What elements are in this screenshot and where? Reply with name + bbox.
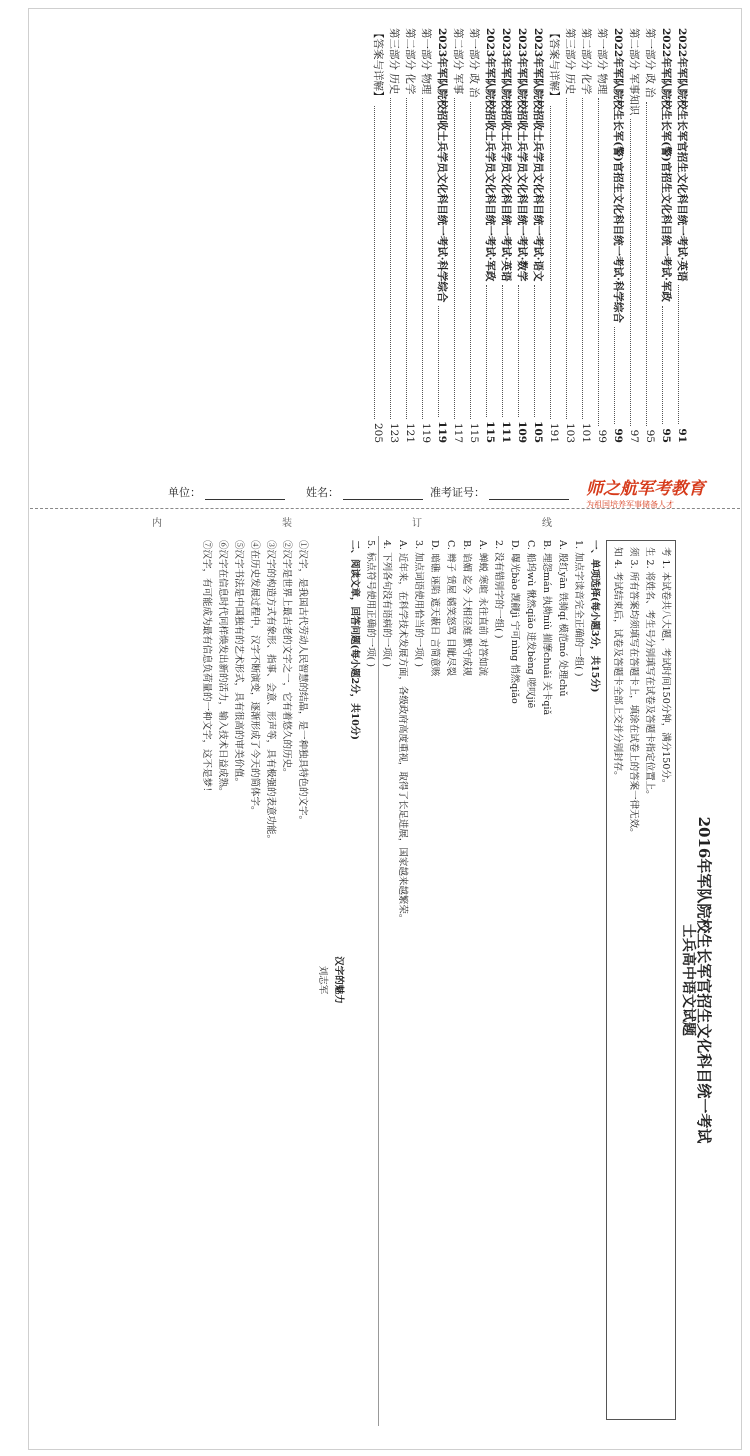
answer-option: B. 埋怨mán 执拗niù 揣摩chuǎi 关卡qiǎ (541, 540, 552, 716)
toc-entry-page: 115 (484, 421, 496, 443)
toc-entry (402, 28, 418, 443)
toc-entry-title: 2023年军队院校招收士兵学员文化科目统一考试·科学综合 (436, 28, 448, 303)
toc-entry (450, 28, 466, 443)
exam-notice (606, 540, 676, 1420)
toc-leader (614, 327, 626, 425)
cut-label-1: 内 (152, 518, 162, 529)
toc-entry-title: 2023年军队院校招收士兵学员文化科目统一考试·军政 (484, 28, 496, 282)
toc-entry-title: 2022年军队院校生长军(警)官招生文化科目统一考试·科学综合 (612, 28, 624, 323)
name-field[interactable]: 姓名： (306, 484, 423, 500)
cut-line (30, 508, 740, 509)
toc-entry (578, 28, 594, 443)
column-divider (378, 536, 379, 1426)
ticket-number-field[interactable]: 准考证号： (430, 484, 569, 500)
toc-entry-page: 105 (532, 421, 544, 443)
toc-entry (498, 28, 514, 443)
toc-entry (642, 28, 658, 443)
toc-entry (514, 28, 530, 443)
toc-entry (594, 28, 610, 443)
toc-entry-title: 第二部分 军事知识 (628, 28, 640, 116)
article-paragraph: ⑤汉字书法是中国独有的艺术形式，具有很高的审美价值。 (233, 540, 244, 788)
exam-column-left (198, 540, 362, 1420)
toc-leader (534, 285, 546, 417)
toc-entry (386, 28, 402, 443)
toc-leader (390, 98, 402, 419)
toc-entry-page: 99 (596, 429, 608, 443)
article-author: 刘志军 (317, 965, 328, 995)
toc-entry (434, 28, 450, 443)
article-paragraph: ①汉字，是我国古代劳动人民智慧的结晶，是一种独具特色的文字。 (297, 540, 308, 826)
answer-option: D. 暗礁 诬陷 遮天蔽日 言简意赅 (429, 540, 440, 677)
toc-entry-page: 97 (628, 429, 640, 443)
toc-leader (662, 306, 674, 425)
toc-entry-page: 95 (660, 428, 672, 443)
toc-leader (406, 98, 418, 419)
toc-leader (550, 106, 562, 419)
article-paragraph: ②汉字是世界上最古老的文字之一，它有着悠久的历史。 (281, 540, 292, 778)
toc-entry (530, 28, 546, 443)
toc-entry-title: 第三部分 历史 (564, 28, 576, 95)
toc-entry (546, 28, 562, 443)
toc-entry-title: 第二部分 军事 (452, 28, 464, 95)
toc-entry (626, 28, 642, 443)
toc-leader (454, 98, 466, 419)
toc-entry-page: 109 (516, 421, 528, 443)
exam-title: 2016年军队院校生长军官招生文化科目统一考试 (695, 816, 713, 1144)
cut-label-4: 线 (542, 518, 552, 529)
toc-entry-title: 第一部分 物理 (596, 28, 608, 95)
toc-leader (502, 285, 514, 417)
toc-entry (418, 28, 434, 443)
cut-label-2: 装 (282, 518, 292, 529)
toc-entry (562, 28, 578, 443)
notice-line: 知 4. 考试结束后，试卷及答题卡全部上交并分别封存。 (612, 547, 623, 781)
article-paragraph: ⑦汉字，有可能成为最有信息负荷量的一种文字，这不是梦！ (201, 540, 212, 797)
toc-entry-title: 2023年军队院校招收士兵学员文化科目统一考试·语文 (532, 28, 544, 282)
toc-entry-title: 【答案与详解】 (372, 28, 384, 102)
toc-entry-page: 121 (404, 422, 416, 443)
question-5: 5. 标点符号使用正确的一项( ) (365, 540, 376, 668)
notice-line: 须 3. 所有答案均须填写在答题卡上，填涂在试卷上的答案一律无效。 (628, 547, 639, 838)
answer-option: A. 蝉蜕 寒暄 永往直前 对答如流 (477, 540, 488, 676)
toc-entry-page: 123 (388, 422, 400, 443)
question-1: 1. 加点字读音完全正确的一组( ) (573, 540, 584, 677)
answer-option: B. 谄媚 迄今 大相径庭 默守成规 (461, 540, 472, 677)
toc-entry-title: 第一部分 政 治 (644, 28, 656, 98)
toc-entry-page: 91 (676, 428, 688, 443)
toc-entry-title: 2023年军队院校招收士兵学员文化科目统一考试·数学 (516, 28, 528, 282)
toc-entry-page: 111 (500, 421, 512, 443)
toc-entry-title: 第一部分 物理 (420, 28, 432, 95)
article-paragraph: ③汉字的构造方式有象形、指事、会意、形声等，具有极强的表意功能。 (265, 540, 276, 845)
answer-option: A. 殷红yān 铁骑qí 模范mó 处理chǔ (557, 540, 568, 697)
toc-entry (674, 28, 690, 443)
notice-line: 生 2. 将姓名、考生号分别填写在试卷及答题卡指定位置上。 (644, 547, 655, 800)
unit-field[interactable]: 单位： (168, 484, 285, 500)
toc-leader (422, 98, 434, 419)
table-of-contents (370, 28, 690, 443)
section-one-heading: 一、单项选择(每小题3分，共15分) (589, 540, 600, 693)
toc-entry-page: 101 (580, 422, 592, 443)
toc-entry-page: 95 (644, 429, 656, 443)
question-3-text: A. 近年来，在科学技术发展方面，各级政府高度重视，取得了长足进展，国家越来越繁荣。 (397, 540, 408, 924)
toc-leader (598, 98, 610, 425)
exam-column-right (362, 540, 712, 1420)
toc-entry-page: 99 (612, 428, 624, 443)
toc-entry-page: 191 (548, 422, 560, 443)
toc-entry (466, 28, 482, 443)
answer-option: C. 船坞wù 愀然qiǎo 迸发bèng 嗟叹jiē (525, 540, 536, 709)
toc-entry-page: 117 (452, 422, 464, 443)
toc-entry-page: 205 (372, 422, 384, 443)
notice-line: 考 1. 本试卷共八大题，考试时间150分钟，满分150分。 (660, 547, 671, 789)
toc-leader (470, 102, 482, 419)
toc-leader (678, 285, 690, 424)
toc-leader (646, 102, 658, 426)
toc-entry-page: 119 (420, 422, 432, 443)
toc-leader (582, 98, 594, 419)
exam-subtitle: 士兵高中语文试题 (680, 924, 696, 1036)
toc-entry-title: 2023年军队院校招收士兵学员文化科目统一考试·英语 (500, 28, 512, 282)
toc-entry (610, 28, 626, 443)
toc-entry-page: 103 (564, 422, 576, 443)
cut-label-3: 订 (412, 518, 422, 529)
article-paragraph: ④在历史发展过程中，汉字不断演变，逐渐形成了今天的简体字。 (249, 540, 260, 816)
article-title: 汉字的魅力 (333, 956, 344, 1004)
toc-entry-page: 115 (468, 422, 480, 443)
toc-leader (630, 119, 642, 425)
toc-entry-title: 第一部分 政 治 (468, 28, 480, 98)
brand-logo: 师之航军考教育 为祖国培养军事储备人才 (586, 479, 705, 509)
section-two-heading: 二、阅读文章，回答问题(每小题2分，共10分) (349, 540, 360, 740)
question-3: 3. 加点词语使用恰当的一项( ) (413, 540, 424, 668)
toc-entry-title: 第三部分 历史 (388, 28, 400, 95)
toc-entry-title: 2022年军队院校生长军(警)官招生文化科目统一考试·军政 (660, 28, 672, 302)
toc-leader (566, 98, 578, 419)
toc-entry-title: 【答案与详解】 (548, 28, 560, 102)
toc-entry-title: 第二部分 化学 (404, 28, 416, 95)
answer-option: D. 曝光bào 觊觎jì 宁可nìng 悄然qiǎo (509, 540, 520, 704)
toc-entry-title: 第二部分 化学 (580, 28, 592, 95)
toc-entry-title: 2022年军队院校生长军官招生文化科目统一考试·英语 (676, 28, 688, 282)
toc-entry (658, 28, 674, 443)
toc-leader (486, 285, 498, 417)
article-paragraph: ⑥汉字在信息时代同样焕发出新的活力，输入技术日益成熟。 (217, 540, 228, 797)
toc-entry-page: 119 (436, 421, 448, 443)
toc-leader (438, 306, 450, 417)
question-2: 2. 没有错别字的一组( ) (493, 540, 504, 639)
toc-entry (482, 28, 498, 443)
question-4: 4. 下列各句没有语病的一项( ) (381, 540, 392, 668)
toc-entry (370, 28, 386, 443)
toc-leader (518, 285, 530, 417)
toc-leader (374, 106, 386, 419)
answer-option: C. 辫子 赁屋 嬉笑怒骂 目眦尽裂 (445, 540, 456, 677)
